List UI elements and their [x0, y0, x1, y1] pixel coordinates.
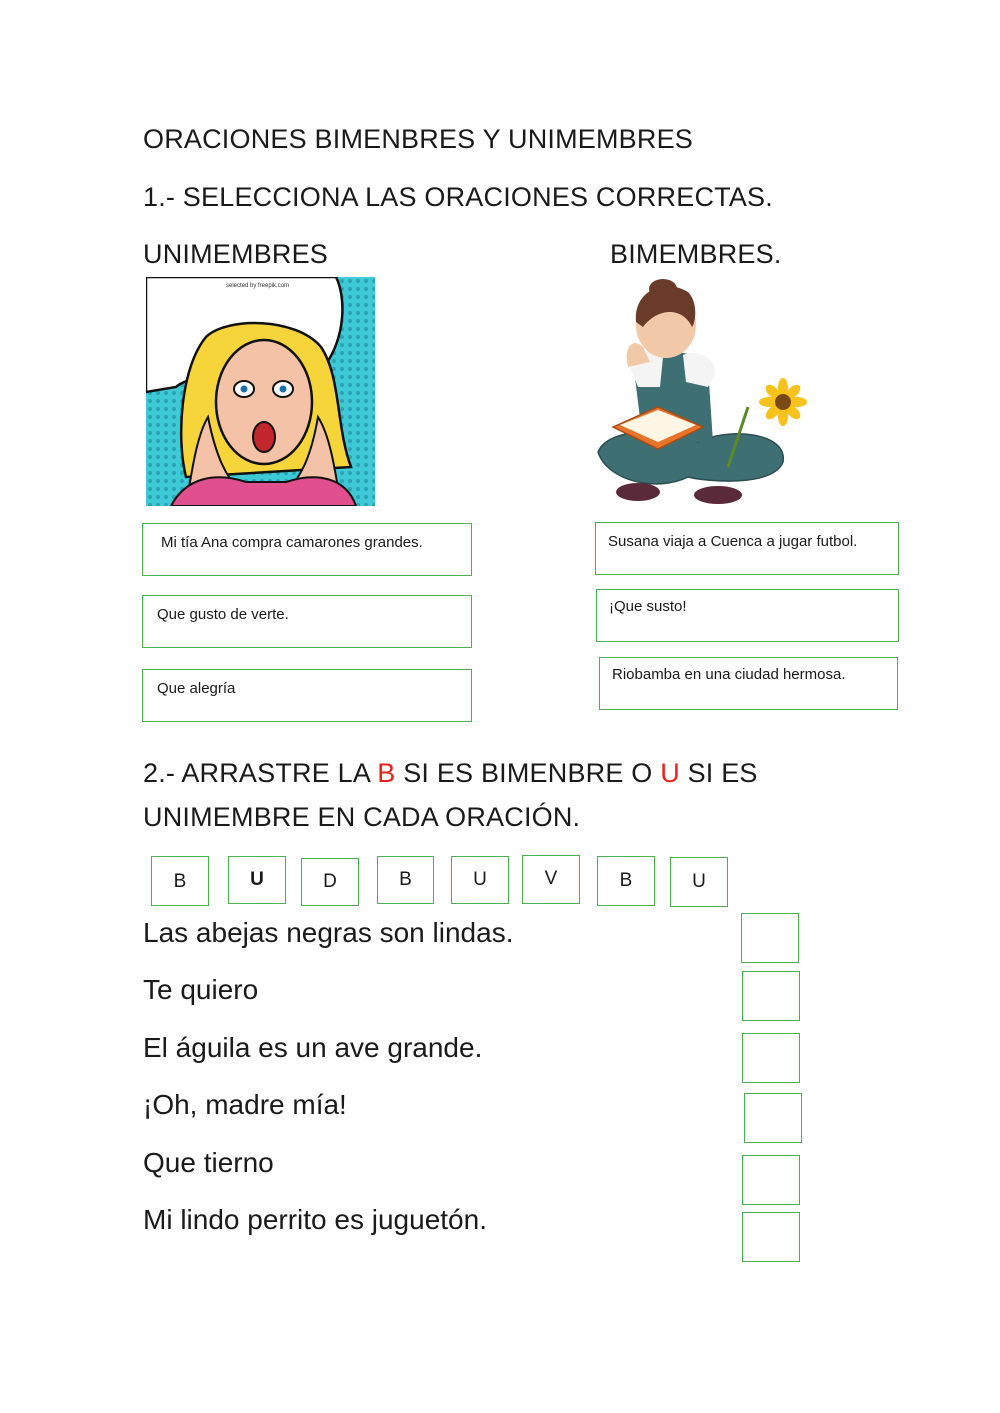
heading-text: SI ES BIMENBRE O	[395, 758, 661, 788]
sentence-1: Las abejas negras son lindas.	[143, 917, 514, 948]
unimembre-option-1[interactable]	[142, 523, 472, 576]
section2-heading-line1	[143, 758, 758, 789]
drop-box-6[interactable]	[742, 1212, 800, 1262]
reading-girl-image	[588, 277, 810, 513]
option-text: Que alegría	[157, 680, 236, 697]
option-text: Riobamba en una ciudad hermosa.	[612, 666, 846, 683]
drag-tile-b[interactable]: B	[151, 856, 209, 906]
drag-tile-b[interactable]: B	[377, 856, 434, 904]
option-text: ¡Que susto!	[609, 598, 687, 615]
option-text: Susana viaja a Cuenca a jugar futbol.	[608, 533, 858, 550]
image-credit: selected by freepik.com	[226, 283, 290, 289]
drag-tile-v[interactable]: V	[522, 855, 580, 904]
sentence-3: El águila es un ave grande.	[143, 1032, 483, 1063]
drop-box-2[interactable]	[742, 971, 800, 1021]
option-text: Mi tía Ana compra camarones grandes.	[161, 534, 423, 551]
drop-box-1[interactable]	[741, 913, 799, 963]
drag-tile-u[interactable]: U	[228, 856, 286, 904]
drag-tile-u[interactable]: U	[451, 856, 509, 904]
letter-b: B	[377, 758, 396, 788]
sentence-6: Mi lindo perrito es juguetón.	[143, 1204, 487, 1235]
sentence-2: Te quiero	[143, 974, 259, 1005]
heading-text: SI ES	[679, 758, 758, 788]
worksheet-title: ORACIONES BIMENBRES Y UNIMEMBRES	[143, 124, 694, 154]
drag-tile-u[interactable]: U	[670, 857, 728, 907]
option-text: Que gusto de verte.	[157, 606, 289, 623]
drop-box-5[interactable]	[742, 1155, 800, 1205]
bimembre-option-1[interactable]	[595, 522, 899, 575]
section1-heading: 1.- SELECCIONA LAS ORACIONES CORRECTAS.	[143, 182, 773, 212]
sentence-5: Que tierno	[143, 1147, 274, 1178]
unimembre-option-2[interactable]	[142, 595, 472, 648]
drag-tile-d[interactable]: D	[301, 858, 359, 906]
bimembres-label: BIMEMBRES.	[610, 239, 782, 269]
bimembre-option-3[interactable]	[599, 657, 898, 710]
section2-heading-line2: UNIMEMBRE EN CADA ORACIÓN.	[143, 802, 581, 832]
bimembre-option-2[interactable]	[596, 589, 899, 642]
heading-text: 2.- ARRASTRE LA	[143, 758, 378, 788]
drop-box-3[interactable]	[742, 1033, 800, 1083]
unimembres-label: UNIMEMBRES	[143, 239, 329, 269]
drop-box-4[interactable]	[744, 1093, 802, 1143]
letter-u: U	[660, 758, 680, 788]
surprised-woman-image	[146, 277, 375, 506]
unimembre-option-3[interactable]	[142, 669, 472, 722]
sentence-4: ¡Oh, madre mía!	[143, 1089, 347, 1120]
drag-tile-b[interactable]: B	[597, 856, 655, 906]
